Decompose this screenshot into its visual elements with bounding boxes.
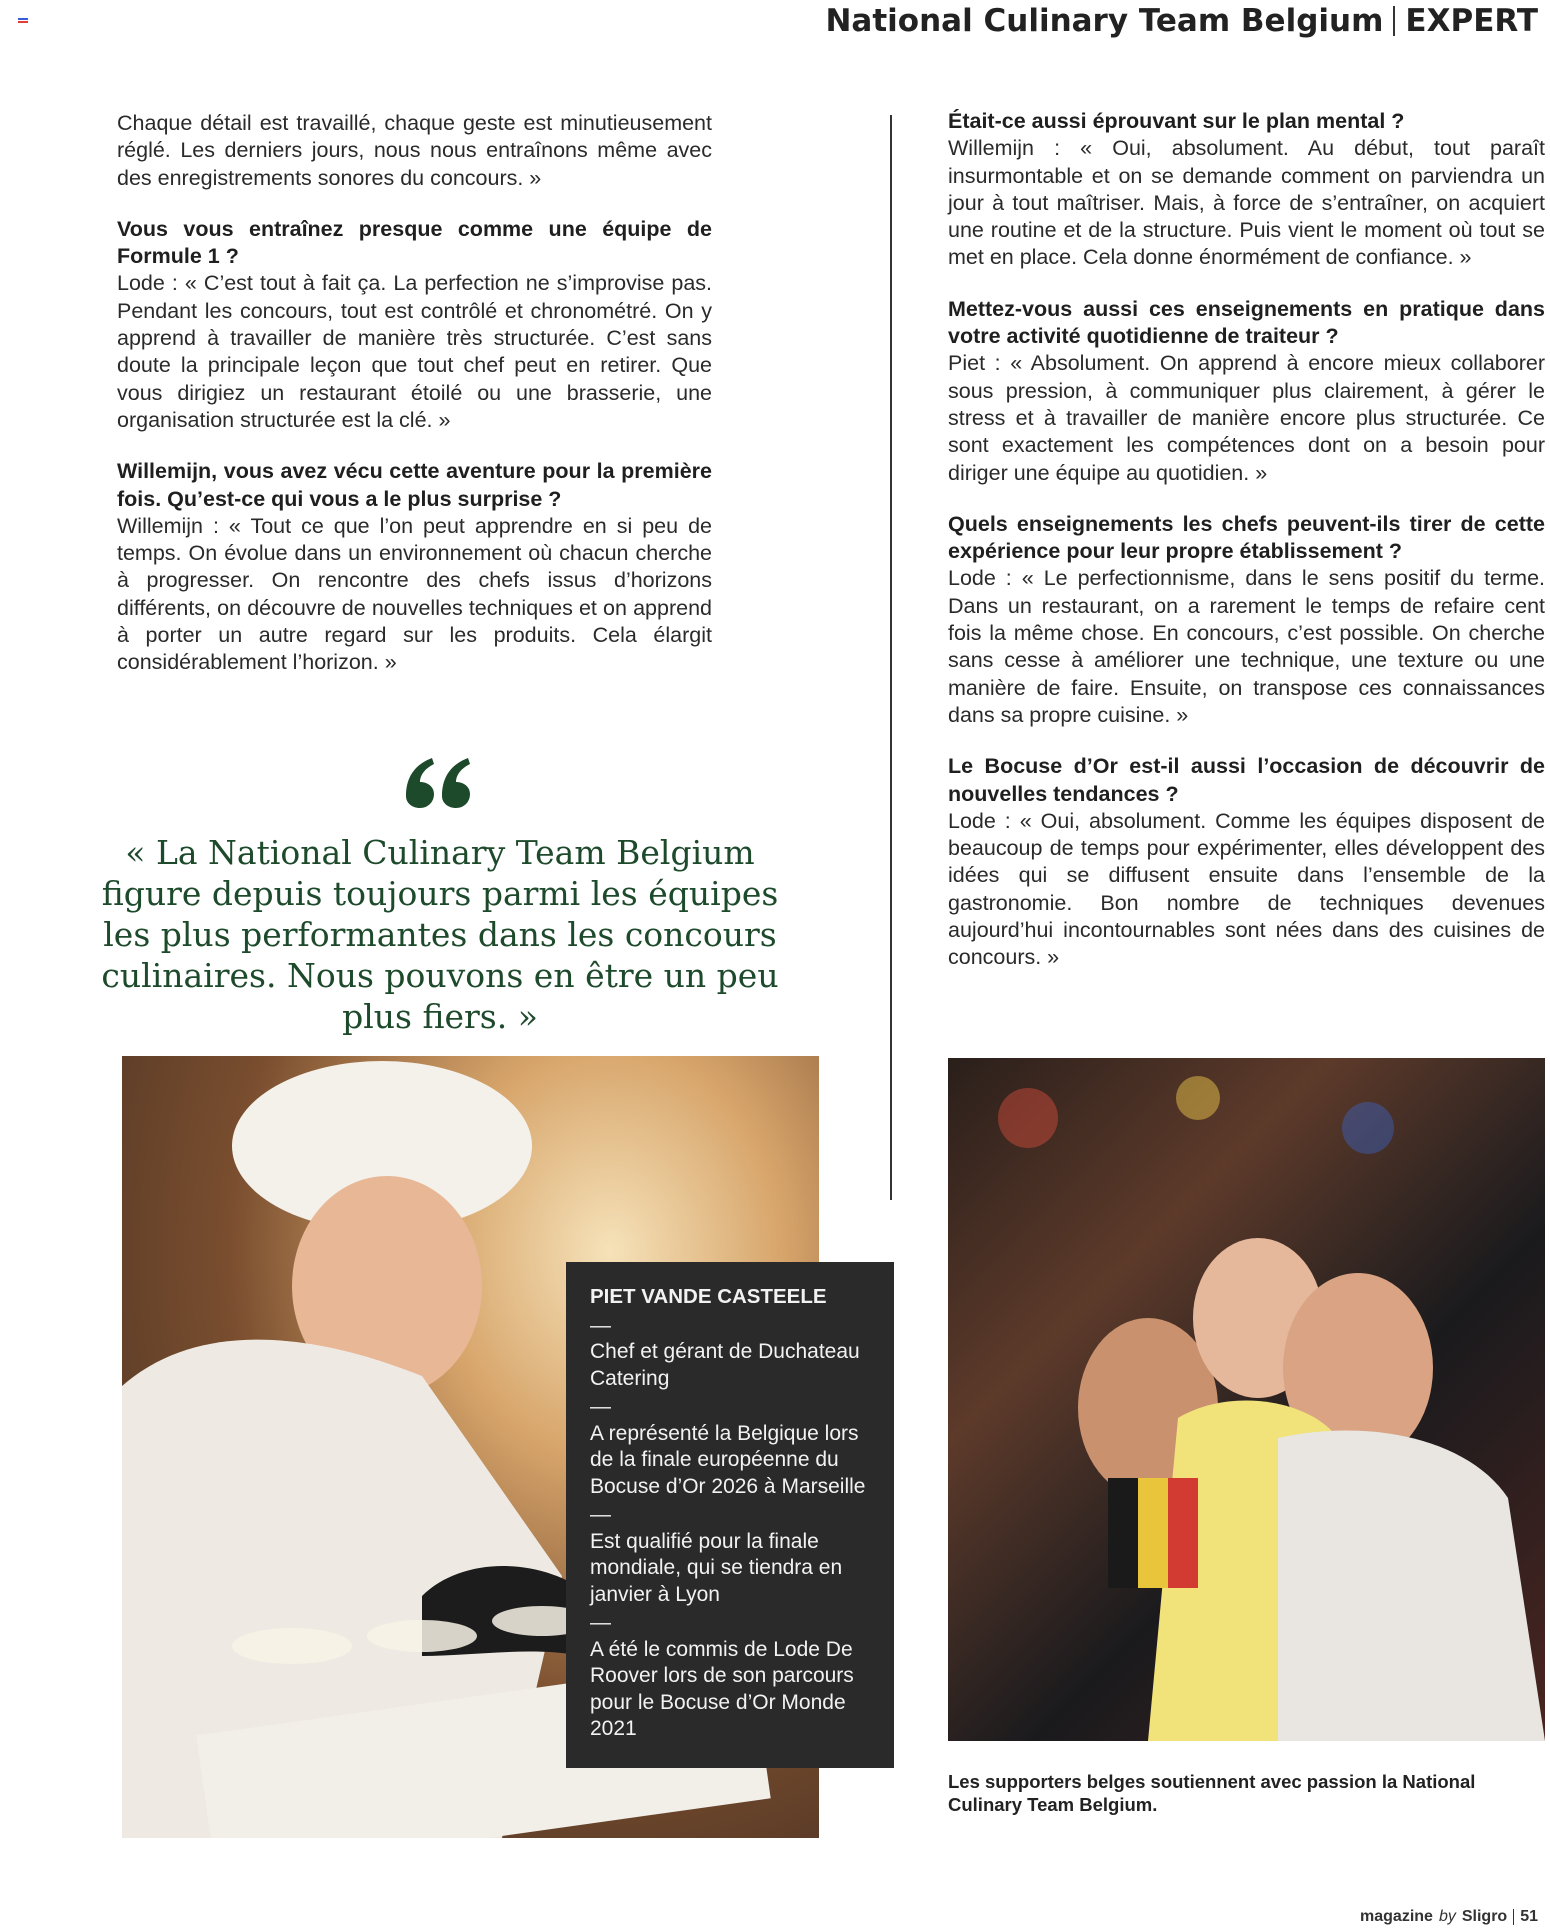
footer-divider xyxy=(1513,1909,1514,1925)
right-question-1: Était-ce aussi éprouvant sur le plan mental ? xyxy=(948,109,1405,133)
right-question-3: Quels enseignements les chefs peuvent-ils tirer de cette expérience pour leur propre établissement ? xyxy=(948,511,1545,564)
footer-magazine: magazine xyxy=(1360,1908,1433,1925)
left-column xyxy=(117,110,712,701)
right-answer-4: Lode : « Oui, absolument. Comme les équipes disposent de beaucoup de temps pour expérimenter, elles développent des idées qui se diffusent ensuite dans l’ensemble de la gastronomie. Bon nombre de techniques devenues aujourd’hui incontournables sont nées dans des cuisines de concours. » xyxy=(948,808,1545,970)
page-footer xyxy=(1360,1908,1538,1926)
footer-brand: Sligro xyxy=(1461,1908,1508,1925)
info-dash: — xyxy=(590,1313,611,1337)
info-item-2: A représenté la Belgique lors de la finale européenne du Bocuse d’Or 2026 à Marseille xyxy=(590,1421,866,1498)
chef-info-box xyxy=(566,1262,894,1768)
right-question-2: Mettez-vous aussi ces enseignements en pratique dans votre activité quotidienne de traiteur ? xyxy=(948,296,1545,349)
right-question-4: Le Bocuse d’Or est-il aussi l’occasion de découvrir de nouvelles tendances ? xyxy=(948,754,1545,806)
photo-caption: Les supporters belges soutiennent avec passion la National Culinary Team Belgium. xyxy=(948,1771,1476,1815)
corner-flag-icon xyxy=(18,18,28,24)
header-title: National Culinary Team Belgium xyxy=(825,3,1384,39)
page-header xyxy=(825,0,1538,42)
info-dash: — xyxy=(590,1395,611,1418)
info-item-1: Chef et gérant de Duchateau Catering xyxy=(590,1340,860,1390)
quote-mark-icon xyxy=(398,738,478,818)
page-number: 51 xyxy=(1520,1908,1538,1925)
right-answer-2: Piet : « Absolument. On apprend à encore mieux collaborer sous pression, à communiquer plus clairement, à gérer le stress et à travailler de manière encore plus structurée. Ce sont exactement les compétences dont on a besoin pour diriger une équipe au quotidien. » xyxy=(948,351,1545,485)
info-dash: — xyxy=(590,1503,611,1526)
left-paragraph-1: Chaque détail est travaillé, chaque geste est minutieusement réglé. Les derniers jours, nous nous entraînons même avec des enregistrements sonores du concours. » xyxy=(117,111,712,190)
header-divider xyxy=(1393,6,1395,36)
left-question-2: Willemijn, vous avez vécu cette aventure pour la première fois. Qu’est-ce qui vous a le plus surprise ? xyxy=(117,459,712,511)
supporters-illustration xyxy=(948,1058,1545,1741)
right-answer-3: Lode : « Le perfectionnisme, dans le sens positif du terme. Dans un restaurant, on a rarement le temps de refaire cent fois la même chose. En concours, c’est possible. On cherche sans cesse à améliorer une technique, une texture ou une manière de faire. Ensuite, on transpose ces connaissances dans sa propre cuisine. » xyxy=(948,566,1545,727)
info-dash: — xyxy=(590,1611,611,1634)
header-section: EXPERT xyxy=(1405,3,1538,39)
info-name: PIET VANDE CASTEELE xyxy=(590,1285,827,1308)
right-column xyxy=(948,108,1545,996)
right-answer-1: Willemijn : « Oui, absolument. Au début, tout paraît insurmontable et on se demande comment on parviendra un jour à tout maîtriser. Mais, à force de s’entraîner, on acquiert une routine et de la structure. Puis vient le moment où tout se met en place. Cela donne énormément de confiance. » xyxy=(948,136,1545,270)
left-answer-1: Lode : « C’est tout à fait ça. La perfection ne s’improvise pas. Pendant les concours, tout est contrôlé et chronométré. On y apprend à travailler de manière très structurée. C’est sans doute la principale leçon que tout chef peut en retirer. Que vous dirigiez un restaurant étoilé ou une brasserie, une organisation structurée est la clé. » xyxy=(117,271,712,432)
pull-quote: « La National Culinary Team Belgium figure depuis toujours parmi les équipes les plus performantes dans les concours culinaires. Nous pouvons en être un peu plus fiers. » xyxy=(101,833,779,1036)
supporters-photo xyxy=(948,1058,1545,1741)
footer-by: by xyxy=(1438,1908,1456,1925)
info-item-4: A été le commis de Lode De Roover lors de son parcours pour le Bocuse d’Or Monde 2021 xyxy=(590,1637,854,1740)
column-divider xyxy=(890,115,892,1200)
left-answer-2: Willemijn : « Tout ce que l’on peut apprendre en si peu de temps. On évolue dans un environnement où chacun cherche à progresser. On rencontre des chefs issus d’horizons différents, on découvre de nouvelles techniques et on apprend à porter un autre regard sur les produits. Cela élargit considérablement l’horizon. » xyxy=(117,513,712,675)
info-item-3: Est qualifié pour la finale mondiale, qui se tiendra en janvier à Lyon xyxy=(590,1529,843,1606)
left-question-1: Vous vous entraînez presque comme une équipe de Formule 1 ? xyxy=(117,216,712,269)
